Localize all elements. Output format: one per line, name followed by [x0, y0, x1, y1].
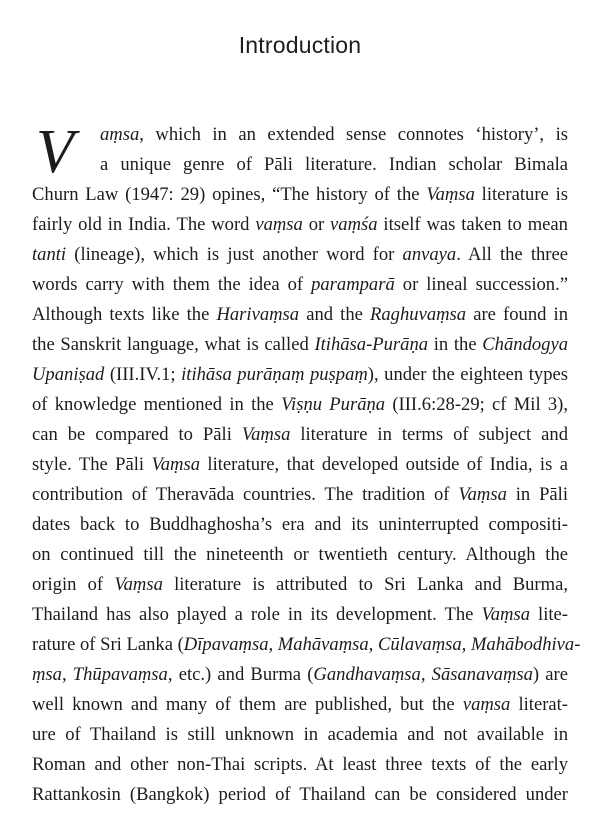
text-run: or lineal succession.”	[394, 274, 568, 295]
text-run: literature is	[474, 184, 568, 205]
text-run: (III.IV.1;	[104, 364, 182, 385]
text-run: lite-	[530, 604, 569, 625]
text-run: literature, that developed outside of India, is a	[200, 454, 568, 475]
text-line	[32, 210, 568, 240]
text-run: . All the three	[456, 244, 569, 265]
text-run: the Sanskrit language, what is called	[32, 334, 315, 355]
text-run: in Pāli	[506, 484, 569, 505]
text-run: on continued till the nineteenth or twentieth century. Although the	[32, 544, 568, 565]
text-line	[32, 180, 568, 210]
text-run: ure of Thailand is still unknown in academia and not available in	[32, 724, 568, 745]
text-line	[32, 360, 568, 390]
text-line	[32, 660, 568, 690]
text-line	[32, 480, 568, 510]
italic-text: Upaniṣad	[32, 364, 105, 385]
italic-text: Vaṃsa	[241, 424, 291, 445]
text-run: in the	[428, 334, 483, 355]
italic-text: Vaṃsa	[458, 484, 507, 505]
text-line	[32, 510, 568, 540]
italic-text: Vaṃsa	[481, 604, 530, 625]
text-line	[32, 570, 568, 600]
text-run: style. The Pāli	[32, 454, 152, 475]
text-run: ), under the eighteen types	[367, 364, 569, 385]
text-run: words carry with them the idea of	[32, 274, 312, 295]
text-line	[32, 780, 568, 810]
italic-text: anvaya	[402, 244, 457, 265]
page-title: Introduction	[238, 32, 362, 58]
italic-text: vaṃsa	[255, 214, 303, 235]
text-run: of knowledge mentioned in the	[32, 394, 282, 415]
text-run: and the	[299, 304, 371, 325]
italic-text: Gandhavaṃsa, Sāsanavaṃsa	[313, 664, 533, 685]
italic-text: Itihāsa-Purāṇa	[314, 334, 429, 355]
italic-text: Vaṃsa	[114, 574, 163, 595]
text-line	[32, 300, 568, 330]
text-line	[32, 330, 568, 360]
drop-cap-letter: V	[36, 118, 74, 186]
text-line	[32, 420, 568, 450]
text-line	[32, 540, 568, 570]
text-line	[32, 120, 568, 150]
text-line	[32, 150, 568, 180]
text-run: (III.6:28-29; cf Mil 3),	[385, 394, 569, 415]
text-line	[32, 600, 568, 630]
text-run: contribution of Theravāda countries. The tradition of	[32, 484, 459, 505]
text-run: etc.) and Burma (	[172, 664, 314, 685]
text-run: Churn Law (1947: 29) opines, “The history of the	[32, 184, 427, 205]
italic-text: Viṣṇu Purāṇa	[281, 394, 386, 415]
italic-text: Harivaṃsa	[216, 304, 300, 325]
text-line	[32, 720, 568, 750]
text-run: can be compared to Pāli	[32, 424, 242, 445]
italic-text: paramparā	[311, 274, 395, 295]
italic-text: Vaṃsa	[426, 184, 475, 205]
text-line	[32, 390, 568, 420]
italic-text: vaṃśa	[330, 214, 378, 235]
text-run: literat-	[510, 694, 569, 715]
italic-text: Raghuvaṃsa	[370, 304, 467, 325]
italic-text: ṃsa, Thūpavaṃsa,	[32, 664, 173, 685]
text-run: Roman and other non-Thai scripts. At least three texts of the early	[32, 754, 568, 775]
text-run: are found in	[466, 304, 568, 325]
body-paragraph	[32, 120, 581, 810]
italic-text: Chāndogya	[482, 334, 569, 355]
text-run: ) are	[532, 664, 568, 685]
italic-text: aṃsa	[100, 124, 140, 145]
italic-text: itihāsa purāṇaṃ puṣpaṃ	[181, 364, 368, 385]
text-run: rature of Sri Lanka (	[32, 634, 184, 655]
italic-text: tanti	[32, 244, 67, 265]
text-run: fairly old in India. The word	[32, 214, 256, 235]
text-run: well known and many of them are published, but the	[32, 694, 463, 715]
text-line	[32, 630, 581, 660]
text-line	[32, 750, 568, 780]
text-run: Thailand has also played a role in its development. The	[32, 604, 482, 625]
text-run: origin of	[32, 574, 115, 595]
text-line	[32, 690, 568, 720]
text-run: Although texts like the	[32, 304, 217, 325]
text-run: (lineage), which is just another word for	[66, 244, 403, 265]
text-run: literature is attributed to Sri Lanka and Burma,	[162, 574, 568, 595]
italic-text: Dīpavaṃsa, Mahāvaṃsa, Cūlavaṃsa, Mahābodhiva-	[183, 634, 581, 655]
text-run: a unique genre of Pāli literature. Indian scholar Bimala	[100, 154, 568, 175]
text-run: Rattankosin (Bangkok) period of Thailand can be considered under	[32, 784, 568, 805]
text-run: literature in terms of subject and	[290, 424, 568, 445]
italic-text: vaṃsa	[462, 694, 511, 715]
text-run: dates back to Buddhaghosha’s era and its uninterrupted compositi-	[32, 514, 568, 535]
text-line	[32, 240, 568, 270]
text-line	[32, 450, 568, 480]
text-line	[32, 270, 568, 300]
text-run: or	[302, 214, 331, 235]
italic-text: Vaṃsa	[151, 454, 201, 475]
text-run: itself was taken to mean	[377, 214, 568, 235]
text-run: , which in an extended sense connotes ‘history’, is	[139, 124, 568, 145]
